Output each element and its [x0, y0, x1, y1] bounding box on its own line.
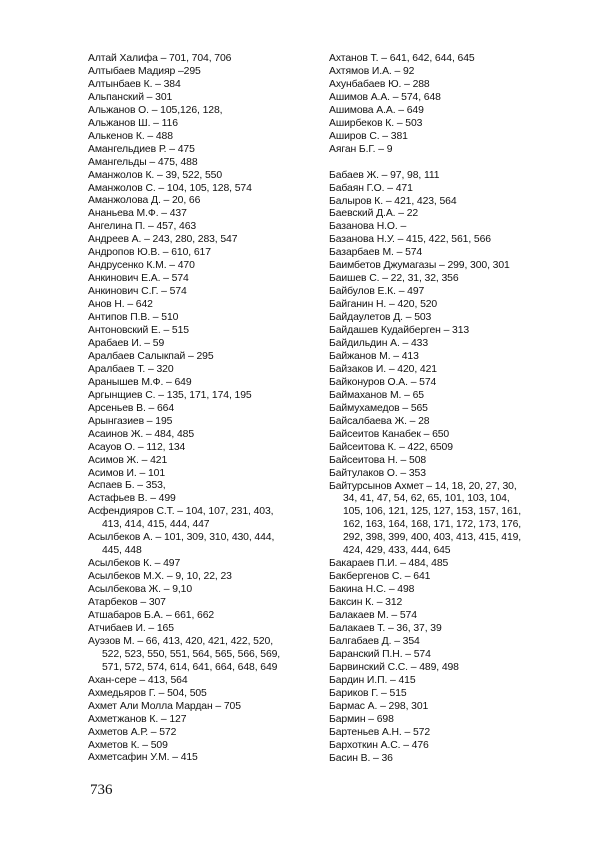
index-entry-continuation: 105, 106, 121, 125, 127, 153, 157, 161,: [343, 506, 522, 518]
index-entry-line: Бакбергенов С. – 641: [329, 571, 431, 583]
index-entry: [88, 183, 324, 196]
index-entry-line: Байсалбаева Ж. – 28: [329, 415, 430, 427]
index-entry: [88, 351, 324, 364]
index-entry-line: Байтулаков О. – 353: [329, 467, 426, 479]
index-entry-line: Ахметов А.Р. – 572: [88, 726, 177, 738]
index-entry: [329, 208, 565, 221]
index-entry-line: Байганин Н. – 420, 520: [329, 299, 438, 311]
index-entry: [88, 610, 324, 623]
index-entry-line: Барвинский С.С. – 489, 498: [329, 661, 459, 673]
index-entry: [88, 247, 324, 260]
index-entry: [329, 66, 565, 79]
index-entry-line: Байконуров О.А. – 574: [329, 376, 437, 388]
index-entry: [88, 752, 324, 765]
index-entry: [88, 195, 324, 208]
index-entry: [88, 170, 324, 183]
index-entry-line: Асылбеков К. – 497: [88, 558, 181, 570]
index-entry: [329, 118, 565, 131]
index-entry-line: Арынгазиев – 195: [88, 415, 173, 427]
index-entry-line: Асимов Ж. – 421: [88, 454, 168, 466]
index-entry: [88, 260, 324, 273]
index-entry-line: Алтыбаев Мадияр –295: [88, 65, 201, 77]
index-entry-line: Ахметжанов К. – 127: [88, 713, 187, 725]
index-entry: [329, 429, 565, 442]
index-entry-line: Асфендияров С.Т. – 104, 107, 231, 403,: [88, 506, 274, 518]
index-entry-line: Ахмет Али Молла Мардан – 705: [88, 700, 241, 712]
index-entry: [329, 144, 565, 157]
index-entry-line: Асылбеков А. – 101, 309, 310, 430, 444,: [88, 532, 275, 544]
index-entry-line: Аранышев М.Ф. – 649: [88, 376, 192, 388]
index-entry: [88, 131, 324, 144]
index-entry-line: Анкинович Е.А. – 574: [88, 273, 189, 285]
index-entry: [88, 480, 324, 493]
index-entry-line: Ашимова А.А. – 649: [329, 104, 424, 116]
index-entry-line: Алтынбаев К. – 384: [88, 78, 181, 90]
index-entry-line: Балгабаев Д. – 354: [329, 635, 420, 647]
index-entry: [88, 53, 324, 66]
index-entry-line: Асылбекова Ж. – 9,10: [88, 584, 193, 596]
index-entry: [329, 727, 565, 740]
index-entry: [329, 183, 565, 196]
index-entry-line: Байдильдин А. – 433: [329, 338, 429, 350]
index-entry: [88, 118, 324, 131]
index-entry: [329, 92, 565, 105]
index-entry-line: Байдаулетов Д. – 503: [329, 312, 432, 324]
index-entry: [329, 247, 565, 260]
index-entry-line: Байсеитова Н. – 508: [329, 454, 427, 466]
index-entry: [88, 455, 324, 468]
index-entry: [88, 312, 324, 325]
index-entry-line: Баймаханов М. – 65: [329, 389, 424, 401]
index-entry-line: Бариков Г. – 515: [329, 687, 407, 699]
index-entry: [329, 584, 565, 597]
index-entry-line: Амангельдиев Р. – 475: [88, 143, 195, 155]
index-entry: [329, 170, 565, 183]
index-entry: [88, 286, 324, 299]
index-entry-line: Асимов И. – 101: [88, 467, 166, 479]
index-entry-line: Аспаев Б. – 353,: [88, 480, 166, 492]
index-entry-line: Анкинович С.Г. – 574: [88, 286, 187, 298]
index-entry: [329, 286, 565, 299]
index-entry: [88, 675, 324, 688]
index-entry-line: Анов Н. – 642: [88, 299, 153, 311]
index-entry: [88, 221, 324, 234]
index-entry-line: Атшабаров Б.А. – 661, 662: [88, 609, 215, 621]
index-entry-line: Андропов Ю.В. – 610, 617: [88, 247, 211, 259]
index-entry: [88, 636, 324, 675]
index-entry: [329, 468, 565, 481]
index-entry: [329, 481, 565, 559]
index-entry: [329, 675, 565, 688]
index-entry: [88, 714, 324, 727]
index-entry-line: Баишев С. – 22, 31, 32, 356: [329, 273, 459, 285]
index-entry: [88, 597, 324, 610]
index-entry: [329, 312, 565, 325]
index-entry: [88, 558, 324, 571]
index-entry-line: Балакаев М. – 574: [329, 610, 417, 622]
index-entry-line: Бархоткин А.С. – 476: [329, 739, 429, 751]
index-entry-line: Бармин – 698: [329, 713, 394, 725]
index-entry-line: Балыров К. – 421, 423, 564: [329, 195, 457, 207]
index-entry-line: Ахмедьяров Г. – 504, 505: [88, 687, 207, 699]
index-entry-line: Ауэзов М. – 66, 413, 420, 421, 422, 520,: [88, 635, 274, 647]
index-entry-line: Асылбеков М.Х. – 9, 10, 22, 23: [88, 571, 232, 583]
index-entry: [329, 351, 565, 364]
index-entry: [329, 740, 565, 753]
index-entry-line: Бабаян Г.О. – 471: [329, 182, 413, 194]
index-entry-line: Баимбетов Джумагазы – 299, 300, 301: [329, 260, 510, 272]
index-entry-line: Бабаев Ж. – 97, 98, 111: [329, 169, 440, 181]
index-entry-line: Альжанов О. – 105,126, 128,: [88, 104, 223, 116]
index-entry: [329, 701, 565, 714]
index-entry-line: Бардин И.П. – 415: [329, 674, 416, 686]
index-entry-line: Басин В. – 36: [329, 752, 393, 764]
index-entry-line: Атарбеков – 307: [88, 597, 166, 609]
index-entry: [329, 260, 565, 273]
index-entry-line: Аширов С. – 381: [329, 130, 408, 142]
index-entry: [88, 299, 324, 312]
index-entry-continuation: 571, 572, 574, 614, 641, 664, 648, 649: [102, 661, 278, 673]
index-entry: [329, 636, 565, 649]
index-entry-line: Аргынщиев С. – 135, 171, 174, 195: [88, 389, 252, 401]
index-entry-continuation: 34, 41, 47, 54, 62, 65, 101, 103, 104,: [343, 493, 510, 505]
index-entry: [88, 66, 324, 79]
index-entry: [329, 688, 565, 701]
index-entry-line: Базарбаев М. – 574: [329, 247, 423, 259]
index-entry: [329, 364, 565, 377]
index-entry: [88, 493, 324, 506]
index-entry: [88, 92, 324, 105]
index-entry: [329, 221, 565, 234]
index-entry-line: Баевский Д.А. – 22: [329, 208, 419, 220]
index-entry: [88, 623, 324, 636]
index-entry: [329, 623, 565, 636]
index-entry: [329, 196, 565, 209]
index-entry: [88, 364, 324, 377]
index-entry-line: Алтай Халифа – 701, 704, 706: [88, 53, 232, 64]
index-entry: [88, 377, 324, 390]
index-entry: [329, 390, 565, 403]
index-entry: [329, 234, 565, 247]
index-entry: [88, 532, 324, 558]
index-entry: [88, 688, 324, 701]
index-entry-line: Баксин К. – 312: [329, 597, 403, 609]
index-entry: [88, 390, 324, 403]
index-entry: [88, 429, 324, 442]
index-entry: [329, 299, 565, 312]
index-entry: [88, 468, 324, 481]
index-entry-continuation: 162, 163, 164, 168, 171, 172, 173, 176,: [343, 519, 522, 531]
index-entry: [329, 571, 565, 584]
index-entry-line: Амангельды – 475, 488: [88, 156, 198, 168]
index-entry: [88, 157, 324, 170]
index-entry-line: Аманжолов С. – 104, 105, 128, 574: [88, 182, 252, 194]
index-entry-line: Асауов О. – 112, 134: [88, 441, 186, 453]
index-entry-line: Ананьева М.Ф. – 437: [88, 208, 187, 220]
index-entry: [88, 325, 324, 338]
index-entry: [88, 727, 324, 740]
index-entry-line: Аширбеков К. – 503: [329, 117, 423, 129]
index-entry-line: Ахметсафин У.М. – 415: [88, 752, 198, 764]
index-entry-line: Байсеитова К. – 422, 6509: [329, 441, 453, 453]
index-entry-line: Балакаев Т. – 36, 37, 39: [329, 622, 442, 634]
index-entry-line: Бармас А. – 298, 301: [329, 700, 429, 712]
index-entry-line: Базанова Н.У. – 415, 422, 561, 566: [329, 234, 491, 246]
index-entry-line: Базанова Н.О. –: [329, 221, 407, 233]
index-entry-line: Байсеитов Канабек – 650: [329, 428, 450, 440]
index-entry: [88, 234, 324, 247]
index-entry-line: Байдашев Кудайберген – 313: [329, 325, 470, 337]
index-entry: [88, 338, 324, 351]
index-entry-line: Ашимов А.А. – 574, 648: [329, 91, 441, 103]
index-entry-line: Аманжолова Д. – 20, 66: [88, 195, 201, 207]
index-entry-line: Арсеньев В. – 664: [88, 402, 175, 414]
index-column-right: [329, 53, 565, 765]
index-entry-line: Ангелина П. – 457, 463: [88, 221, 197, 233]
index-entry: [329, 442, 565, 455]
index-entry: [88, 105, 324, 118]
index-entry: [329, 416, 565, 429]
index-entry-line: Астафьев В. – 499: [88, 493, 176, 505]
index-entry-line: Бартеньев А.Н. – 572: [329, 726, 431, 738]
index-entry-line: Байбулов Е.К. – 497: [329, 286, 425, 298]
index-entry: [329, 79, 565, 92]
index-entry: [329, 610, 565, 623]
index-entry-line: Арабаев И. – 59: [88, 337, 165, 349]
index-entry: [88, 403, 324, 416]
index-entry-line: Баранский П.Н. – 574: [329, 648, 431, 660]
index-entry: [329, 377, 565, 390]
index-entry-line: Андреев А. – 243, 280, 283, 547: [88, 234, 238, 246]
index-entry: [88, 506, 324, 532]
index-entry-line: Байтурсынов Ахмет – 14, 18, 20, 27, 30,: [329, 480, 517, 492]
index-entry: [88, 144, 324, 157]
index-entry-continuation: 413, 414, 415, 444, 447: [102, 519, 210, 531]
index-entry: [329, 714, 565, 727]
index-entry: [329, 325, 565, 338]
index-entry-line: Антипов П.В. – 510: [88, 312, 179, 324]
index-entry-line: Аманжолов К. – 39, 522, 550: [88, 169, 223, 181]
index-entry: [329, 597, 565, 610]
page-number: 736: [90, 782, 113, 798]
index-entry-line: Альпанский – 301: [88, 91, 173, 103]
index-entry-line: Аралбаев Салыкпай – 295: [88, 350, 214, 362]
index-entry-line: Ахметов К. – 509: [88, 739, 168, 751]
index-entry: [329, 273, 565, 286]
index-entry: [329, 105, 565, 118]
index-entry: [88, 701, 324, 714]
index-entry-line: Бакина Н.С. – 498: [329, 584, 415, 596]
index-entry-line: Асаинов Ж. – 484, 485: [88, 428, 195, 440]
index-entry: [329, 558, 565, 571]
index-entry-continuation: 292, 398, 399, 400, 403, 413, 415, 419,: [343, 532, 522, 544]
index-entry-line: Бакараев П.И. – 484, 485: [329, 558, 449, 570]
index-entry-continuation: 522, 523, 550, 551, 564, 565, 566, 569,: [102, 648, 281, 660]
index-entry: [329, 662, 565, 675]
index-entry-line: Баймухамедов – 565: [329, 402, 428, 414]
index-entry-line: Антоновский Е. – 515: [88, 325, 189, 337]
index-entry-continuation: 424, 429, 433, 444, 645: [343, 545, 451, 557]
index-entry-line: Аралбаев Т. – 320: [88, 363, 174, 375]
index-entry: [329, 753, 565, 766]
index-entry-line: Ахунбабаев Ю. – 288: [329, 78, 430, 90]
index-entry: [329, 649, 565, 662]
index-entry: [88, 208, 324, 221]
index-entry: [329, 455, 565, 468]
index-entry-line: Альжанов Ш. – 116: [88, 117, 178, 129]
index-entry: [88, 79, 324, 92]
index-entry-line: Ахтанов Т. – 641, 642, 644, 645: [329, 53, 475, 64]
index-column-left: [88, 53, 324, 765]
index-entry-line: Алькенов К. – 488: [88, 130, 173, 142]
index-entry: [329, 53, 565, 66]
index-entry: [88, 442, 324, 455]
index-entry-line: Атчибаев И. – 165: [88, 622, 174, 634]
index-entry-line: Байзаков И. – 420, 421: [329, 363, 437, 375]
index-entry-continuation: 445, 448: [102, 545, 142, 557]
index-entry: [88, 584, 324, 597]
index-entry: [329, 338, 565, 351]
index-entry: [88, 273, 324, 286]
index-entry-line: Андрусенко К.М. – 470: [88, 260, 195, 272]
index-entry: [88, 571, 324, 584]
index-entry: [88, 740, 324, 753]
index-entry-line: Байжанов М. – 413: [329, 350, 419, 362]
index-entry: [329, 131, 565, 144]
index-entry-line: Ахан-сере – 413, 564: [88, 674, 188, 686]
index-entry: [88, 416, 324, 429]
index-entry-line: Аяган Б.Г. – 9: [329, 143, 393, 155]
index-entry: [329, 403, 565, 416]
index-entry-line: Ахтямов И.А. – 92: [329, 65, 415, 77]
